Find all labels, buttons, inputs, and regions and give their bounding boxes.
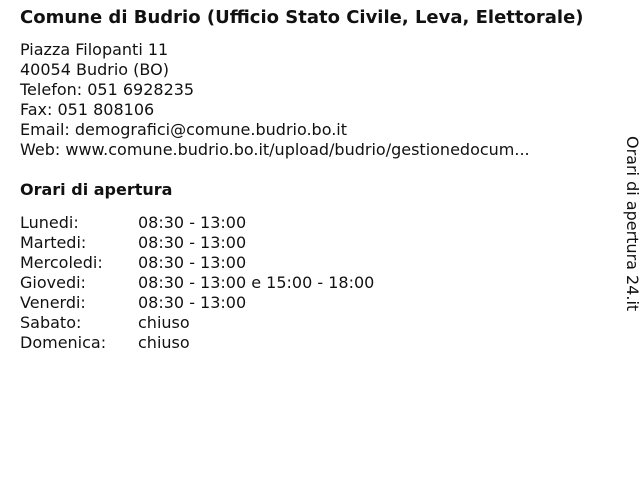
site-watermark: Orari di apertura 24.it [623, 136, 642, 312]
hours-row-monday [20, 213, 600, 233]
day-label: Martedi: [20, 233, 87, 252]
fax-number: Fax: 051 808106 [20, 100, 155, 119]
day-label: Mercoledi: [20, 253, 103, 272]
day-label: Venerdi: [20, 293, 86, 312]
day-hours: 08:30 - 13:00 [138, 253, 247, 272]
day-label: Lunedi: [20, 213, 79, 232]
opening-hours-heading: Orari di apertura [20, 180, 173, 199]
day-label: Domenica: [20, 333, 107, 352]
hours-row-tuesday [20, 233, 600, 253]
email-address[interactable]: Email: demografici@comune.budrio.bo.it [20, 120, 348, 139]
website-link[interactable]: Web: www.comune.budrio.bo.it/upload/budrio/gestionedocum... [20, 140, 530, 159]
hours-row-wednesday [20, 253, 600, 273]
opening-hours-table [20, 213, 600, 353]
day-hours: 08:30 - 13:00 [138, 293, 247, 312]
hours-row-friday [20, 293, 600, 313]
contact-info [20, 40, 600, 160]
office-title: Comune di Budrio (Ufficio Stato Civile, Leva, Elettorale) [20, 7, 584, 28]
day-label: Giovedi: [20, 273, 86, 292]
office-card [20, 8, 600, 353]
day-hours: 08:30 - 13:00 [138, 233, 247, 252]
address-city: 40054 Budrio (BO) [20, 60, 169, 79]
hours-row-saturday [20, 313, 600, 333]
day-label: Sabato: [20, 313, 82, 332]
day-hours: 08:30 - 13:00 e 15:00 - 18:00 [138, 273, 375, 292]
hours-row-thursday [20, 273, 600, 293]
day-hours: 08:30 - 13:00 [138, 213, 247, 232]
day-hours: chiuso [138, 313, 190, 332]
address-street: Piazza Filopanti 11 [20, 40, 169, 59]
hours-row-sunday [20, 333, 600, 353]
phone-number[interactable]: Telefon: 051 6928235 [20, 80, 195, 99]
day-hours: chiuso [138, 333, 190, 352]
